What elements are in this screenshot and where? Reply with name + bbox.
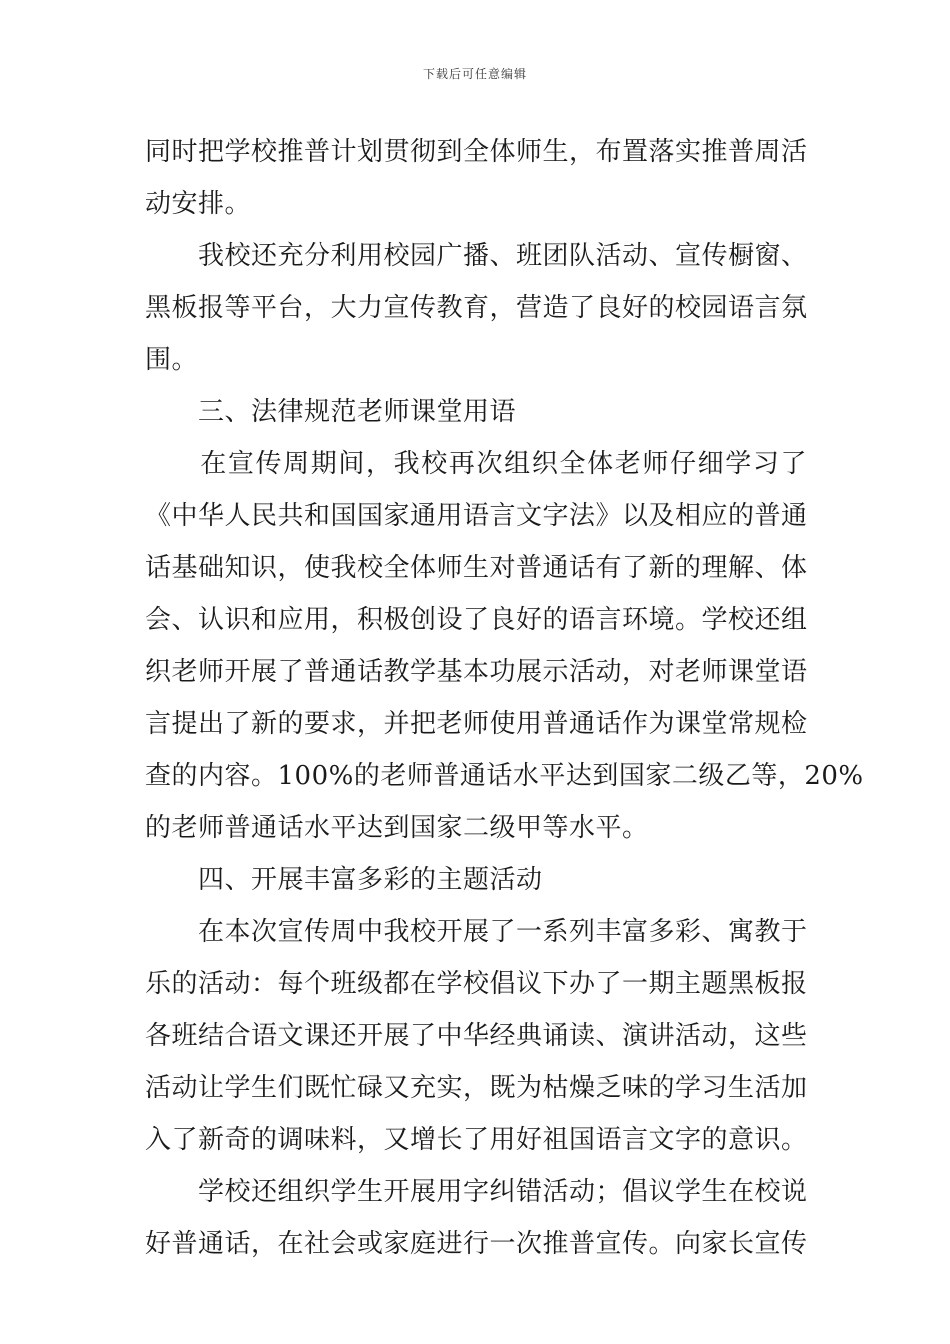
text-line: 乐的活动：每个班级都在学校倡议下办了一期主题黑板报 [145,969,808,999]
text-line: 织老师开展了普通话教学基本功展示活动，对老师课堂语 [145,657,808,687]
paragraph [145,906,807,1166]
section-heading [145,854,807,906]
text-line: 会、认识和应用，积极创设了良好的语言环境。学校还组 [145,605,808,635]
text-line: 动安排。 [145,189,252,219]
text-line: 入了新奇的调味料，又增长了用好祖国语言文字的意识。 [145,1125,808,1155]
heading-text: 四、开展丰富多彩的主题活动 [145,865,543,895]
text-line: 围。 [145,345,199,375]
page-header: 下载后可任意编辑 [422,67,527,81]
text-line: 言提出了新的要求，并把老师使用普通话作为课堂常规检 [145,709,808,739]
text-line: 在本次宣传周中我校开展了一系列丰富多彩、寓教于 [145,917,808,947]
text-line: 黑板报等平台，大力宣传教育，营造了良好的校园语言氛 [145,293,808,323]
paragraph [145,230,807,386]
document-body [145,126,864,1270]
text-line: 《中华人民共和国国家通用语言文字法》以及相应的普通 [145,501,808,531]
heading-text: 三、法律规范老师课堂用语 [145,397,517,427]
paragraph [145,438,864,854]
text-line: 活动让学生们既忙碌又充实，既为枯燥乏味的学习生活加 [145,1073,808,1103]
text-line: 话基础知识，使我校全体师生对普通话有了新的理解、体 [145,553,808,583]
paragraph [145,126,807,230]
text-line: 同时把学校推普计划贯彻到全体师生，布置落实推普周活 [145,137,808,167]
text-line: 我校还充分利用校园广播、班团队活动、宣传橱窗、 [145,241,808,271]
section-heading [145,386,807,438]
text-line: 查的内容。100%的老师普通话水平达到国家二级乙等，20% [145,761,864,791]
text-line: 好普通话，在社会或家庭进行一次推普宣传。向家长宣传 [145,1229,808,1259]
text-line: 学校还组织学生开展用字纠错活动；倡议学生在校说 [145,1177,808,1207]
text-line: 的老师普通话水平达到国家二级甲等水平。 [145,813,649,843]
text-line: 在宣传周期间，我校再次组织全体老师仔细学习了 [145,449,807,479]
paragraph [145,1166,807,1270]
text-line: 各班结合语文课还开展了中华经典诵读、演讲活动，这些 [145,1021,808,1051]
